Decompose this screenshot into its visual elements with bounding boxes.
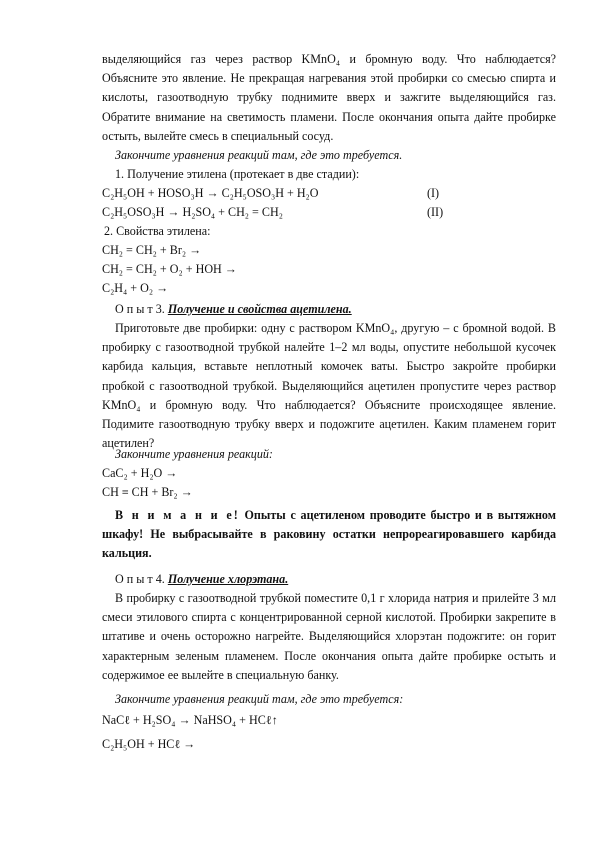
equation-stage-1: C₂H₅OH + HOSO₃H → C₂H₅OSO₃H + H₂O	[102, 186, 319, 200]
equation-ethylene-combustion: C₂H₄ + O₂ →	[102, 281, 169, 295]
equation-sodium-chloride-sulfuric: NaCℓ + H₂SO₄ → NaHSO₄ + HCℓ↑	[102, 713, 278, 727]
ethylene-preparation-heading: 1. Получение этилена (протекает в две стадии):	[115, 167, 360, 181]
instruction-complete-equations-2: Закончите уравнения реакций:	[115, 447, 273, 461]
experiment-4-title: Получение хлорэтана.	[167, 572, 289, 586]
paragraph-chloroethane-procedure: В пробирку с газоотводной трубкой поместите 0,1 г хлорида натрия и прилейте 3 мл смеси этилового спирта с концентрированной серной кислотой. Пробирки закрепите в штативе и очень осторожно нагрейте. Выделяющийся хлорэтан подожгите: он горит характерным зеленым пламенем. После окончания опыта дайте пробирке остыть и содержимое ее вылейте в специальную банку.	[102, 591, 556, 682]
experiment-3-label: О п ы т 3.	[115, 302, 165, 316]
warning-label: В н и м а н и е!	[115, 508, 240, 522]
equation-acetylene-bromine: CH ≡ CH + Br₂ →	[102, 485, 193, 499]
paragraph-ethylene-observation: выделяющийся газ через раствор KMnO₄ и бромную воду. Что наблюдается? Объясните это явление. Не прекращая нагревания этой пробирки со смесью спирта и кислоты, газоотводную трубку поднимите вверх и зажгите выделяющийся газ. Обратите внимание на светимость пламени. После окончания опыта дайте пробирке остыть, вылейте смесь в специальный сосуд.	[102, 52, 556, 143]
ethylene-properties-heading: 2. Свойства этилена:	[104, 224, 211, 238]
equation-calcium-carbide-water: CaC₂ + H₂O →	[102, 466, 178, 480]
paragraph-acetylene-procedure: Приготовьте две пробирки: одну с раствором KMnO₄, другую – с бромной водой. В пробирку с газоотводной трубкой налейте 1–2 мл воды, опустите небольшой кусочек карбида кальция, вставьте неплотный комочек ваты. Быстро закройте пробирки пробкой с газоотводной трубкой. Выделяющийся ацетилен пропустите через раствор KMnO₄ и бромную воду. Что наблюдается? Объясните происходящее явление. Подимите газоотводную трубку вверх и подожгите ацетилен. Каким пламенем горит ацетилен?	[102, 321, 556, 451]
experiment-3-title: Получение и свойства ацетилена.	[167, 302, 352, 316]
experiment-4-heading	[115, 570, 288, 589]
equation-stage-2: C₂H₅OSO₃H → H₂SO₄ + CH₂ = CH₂	[102, 205, 283, 219]
experiment-3-heading	[115, 300, 352, 319]
equation-ethanol-hcl: C₂H₅OH + HCℓ →	[102, 737, 196, 751]
equation-ethylene-oxidation: CH₂ = CH₂ + O₂ + HOH →	[102, 262, 237, 276]
equation-number-1: (I)	[427, 186, 440, 200]
instruction-complete-equations: Закончите уравнения реакций там, где это требуется.	[115, 148, 403, 162]
warning-text: Опыты с ацетиленом проводите быстро и в вытяжном шкафу! Не выбрасывайте в раковину остатки непрореагировавшего карбида кальция.	[102, 508, 556, 561]
equation-ethylene-bromine: CH₂ = CH₂ + Br₂ →	[102, 243, 202, 257]
instruction-complete-equations-3: Закончите уравнения реакций там, где это требуется:	[115, 692, 404, 706]
warning-paragraph	[102, 506, 556, 564]
equation-number-2: (II)	[427, 205, 444, 219]
experiment-4-label: О п ы т 4.	[115, 572, 165, 586]
